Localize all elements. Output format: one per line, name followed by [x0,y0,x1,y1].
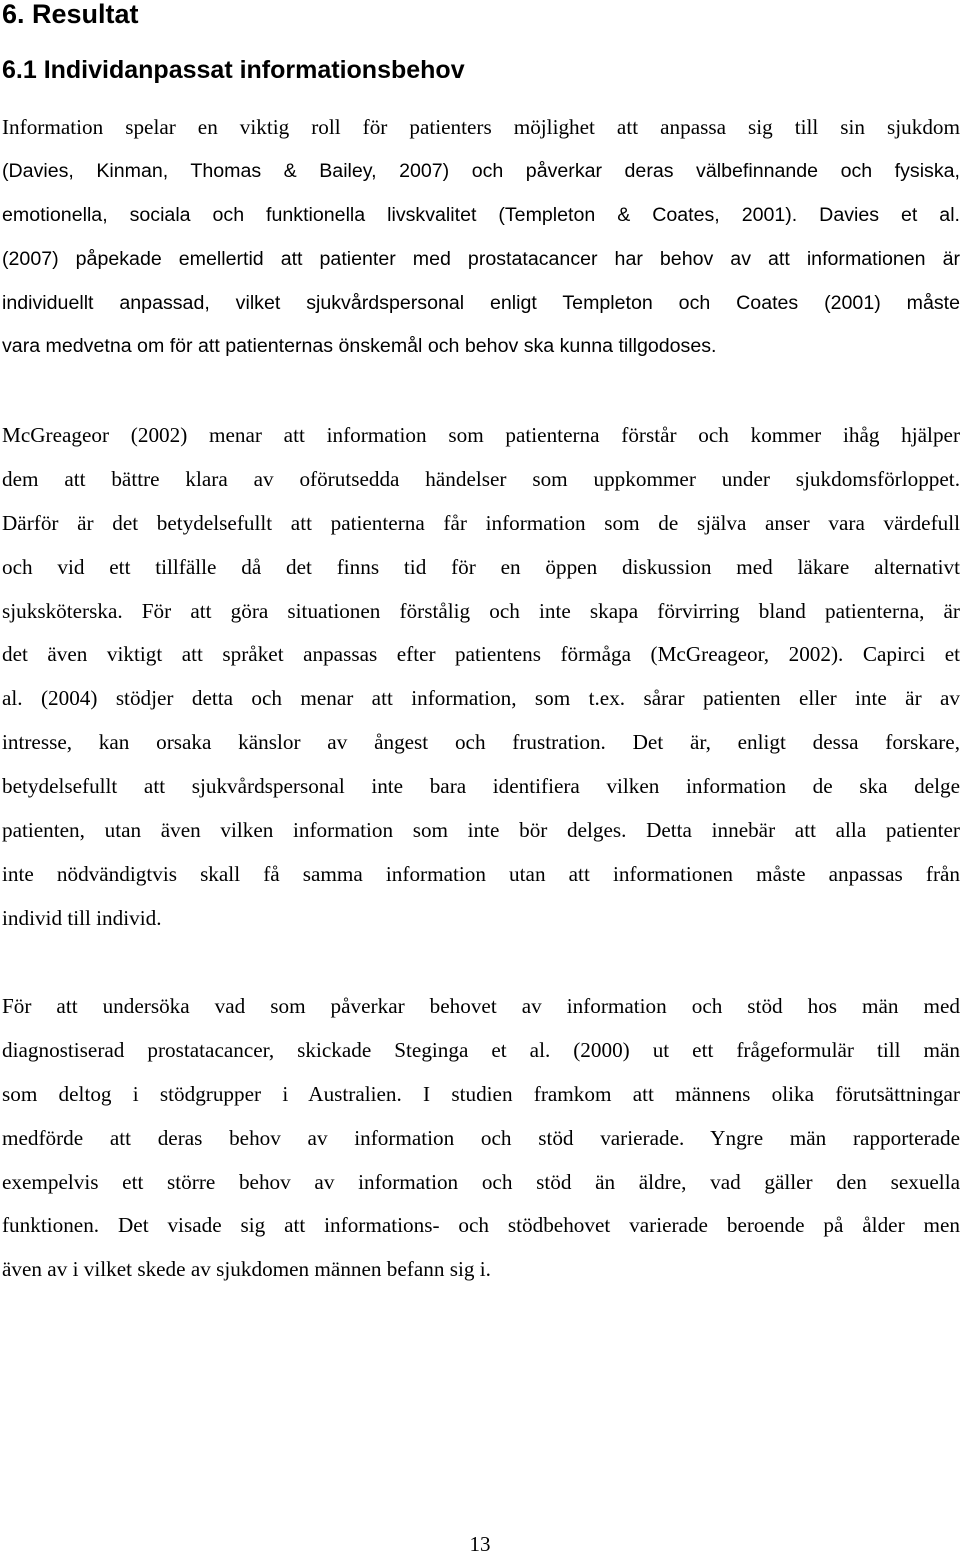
paragraph-line: individuellt anpassad, vilket sjukvårdspersonal enligt Templeton och Coates (2001) måste [2,291,960,314]
paragraph-line: al. (2004) stödjer detta och menar att information, som t.ex. sårar patienten eller inte är av [2,686,960,711]
paragraph-line: diagnostiserad prostatacancer, skickade Steginga et al. (2000) ut ett frågeformulär till män [2,1037,960,1062]
paragraph-line: (2007) påpekade emellertid att patienter med prostatacancer har behov av att informationen är [2,247,960,270]
paragraph-2 [2,414,960,941]
paragraph-line: inte nödvändigtvis skall få samma information utan att informationen måste anpassas från [2,861,960,886]
paragraph-line: sjuksköterska. För att göra situationen förstålig och inte skapa förvirring bland patienterna, är [2,598,960,623]
paragraph-line: funktionen. Det visade sig att informations- och stödbehovet varierade beroende på ålder men [2,1213,960,1238]
paragraph-1 [2,106,960,369]
paragraph-line: det även viktigt att språket anpassas efter patientens förmåga (McGreageor, 2002). Capirci et [2,642,960,667]
paragraph-line: Information spelar en viktig roll för patienters möjlighet att anpassa sig till sin sjukdom [2,115,960,139]
paragraph-line: För att undersöka vad som påverkar behovet av information och stöd hos män med [2,994,960,1018]
chapter-heading: 6. Resultat [2,0,139,29]
paragraph-line: individ till individ. [2,905,162,930]
paragraph-line: och vid ett tillfälle då det finns tid för en öppen diskussion med läkare alternativt [2,554,960,579]
paragraph-line: Därför är det betydelsefullt att patienterna får information som de själva anser vara värdefull [2,510,960,535]
paragraph-line: emotionella, sociala och funktionella livskvalitet (Templeton & Coates, 2001). Davies et al. [2,203,960,226]
paragraph-line: betydelsefullt att sjukvårdspersonal inte bara identifiera vilken information de ska delge [2,774,960,799]
paragraph-line: medförde att deras behov av information och stöd varierade. Yngre män rapporterade [2,1125,960,1150]
paragraph-line: som deltog i stödgrupper i Australien. I studien framkom att männens olika förutsättningar [2,1081,960,1106]
page-number: 13 [469,1532,491,1556]
paragraph-line: exempelvis ett större behov av information och stöd än äldre, vad gäller den sexuella [2,1169,960,1194]
paragraph-line: (Davies, Kinman, Thomas & Bailey, 2007) och påverkar deras välbefinnande och fysiska, [2,159,960,182]
paragraph-line: intresse, kan orsaka känslor av ångest och frustration. Det är, enligt dessa forskare, [2,730,960,755]
paragraph-line: vara medvetna om för att patienternas önskemål och behov ska kunna tillgodoses. [2,335,717,358]
paragraph-3 [2,985,960,1292]
section-heading: 6.1 Individanpassat informationsbehov [2,56,465,84]
paragraph-line: McGreageor (2002) menar att information som patienterna förstår och kommer ihåg hjälper [2,423,960,447]
paragraph-line: patienten, utan även vilken information som inte bör delges. Detta innebär att alla patienter [2,818,960,843]
paragraph-line: dem att bättre klara av oförutsedda händelser som uppkommer under sjukdomsförloppet. [2,466,960,491]
paragraph-line: även av i vilket skede av sjukdomen männen befann sig i. [2,1257,491,1282]
